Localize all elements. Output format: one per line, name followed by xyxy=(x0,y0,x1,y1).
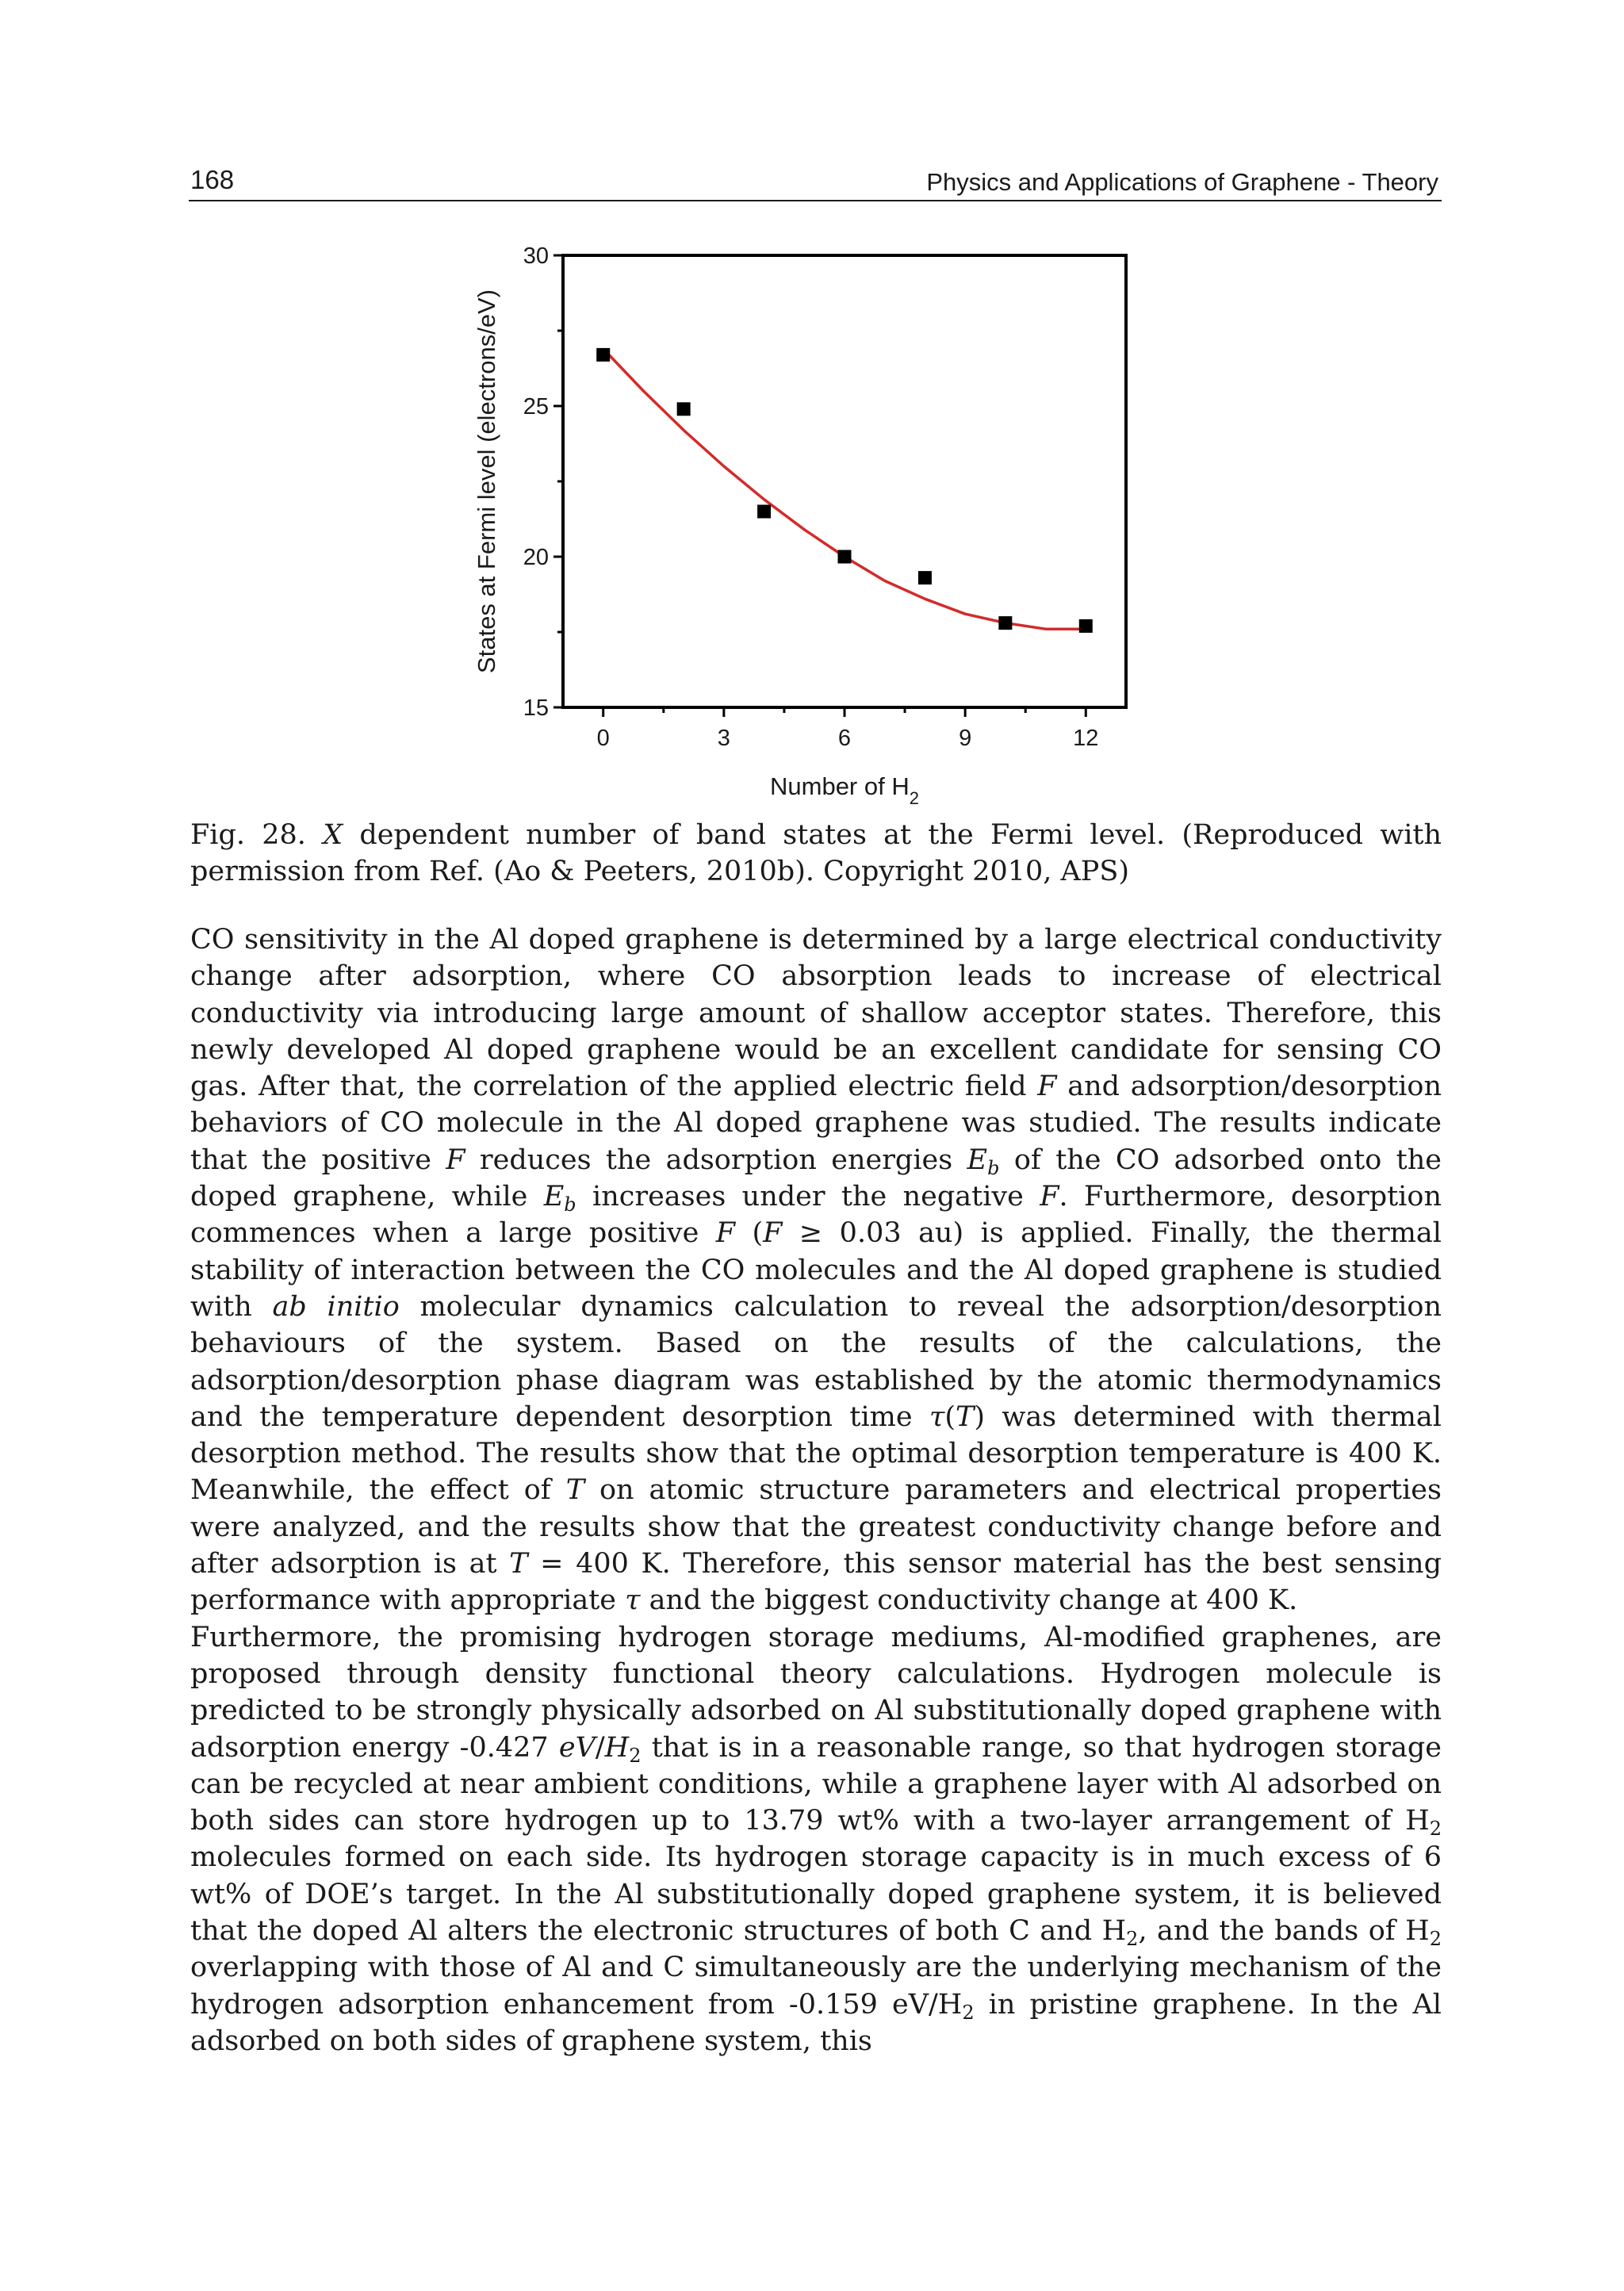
data-point xyxy=(838,550,852,564)
text-run: ( xyxy=(944,1400,956,1433)
data-point xyxy=(677,402,691,416)
text-run: ) was determined with thermal desorption method. The results show that the optimal desorption temperature is 400 K. Meanwhile, the effect of xyxy=(190,1400,1442,1507)
text-run: τ xyxy=(929,1400,945,1433)
x-tick-label: 12 xyxy=(1073,726,1099,751)
running-title: Physics and Applications of Graphene - Theory xyxy=(926,168,1438,196)
text-run: 2 xyxy=(1126,1928,1139,1951)
data-point xyxy=(596,348,610,362)
x-axis-label-text: Number of H xyxy=(770,772,910,800)
figure-caption xyxy=(190,817,1442,890)
x-axis-label xyxy=(770,772,919,808)
text-run: , and the bands of H xyxy=(1138,1915,1430,1948)
plot-frame xyxy=(563,255,1126,707)
text-run: T xyxy=(955,1400,975,1433)
text-run: . Furthermore, desorption commences when a large positive xyxy=(190,1181,1442,1250)
text-run: that is in a reasonable range, so that hydrogen storage can be recycled at near ambient conditions, while a graphene layer with Al adsorbed on both sides can store hydrogen up to 13.79 wt% with a two-layer arrangement of H xyxy=(190,1731,1442,1837)
text-run: 2 xyxy=(1429,1818,1442,1841)
text-run: F xyxy=(715,1217,736,1250)
text-run: 2 xyxy=(629,1744,642,1767)
text-run: reduces the adsorption energies xyxy=(465,1144,967,1176)
fit-curve xyxy=(603,349,1086,629)
paragraph xyxy=(190,921,1442,1619)
figure-28-chart xyxy=(468,230,1197,809)
text-run: increases under the negative xyxy=(576,1181,1040,1213)
text-run: b xyxy=(564,1193,576,1216)
text-run: and the biggest conductivity change at 400 K. xyxy=(640,1584,1298,1617)
text-run: CO sensitivity in the Al doped graphene is determined by a large electrical conductivity change after adsorption, where CO absorption leads to increase of electrical conductivity via introducing large amount of shallow acceptor states. Therefore, this newly developed Al doped graphene would be an excellent candidate for sensing CO gas. After that, the correlation of the applied electric field xyxy=(190,924,1442,1103)
text-run: H xyxy=(604,1731,630,1764)
x-tick-label: 0 xyxy=(596,726,610,751)
text-run: = 400 K. Therefore, this sensor material has the best sensing performance with appropriate xyxy=(190,1548,1442,1617)
caption-label: Fig. 28. xyxy=(190,819,306,851)
data-point xyxy=(998,616,1012,630)
text-run: on atomic structure parameters and electrical properties were analyzed, and the results show that the greatest conductivity change before and after adsorption is at xyxy=(190,1474,1442,1580)
y-tick-label: 15 xyxy=(523,695,549,721)
text-run: eV xyxy=(558,1731,596,1764)
page-header xyxy=(189,165,1442,201)
text-run: in pristine graphene. In the Al adsorbed on both sides of graphene system, this xyxy=(190,1988,1442,2057)
point-layer xyxy=(596,348,1093,633)
text-run: 2 xyxy=(962,2001,975,2024)
text-run: b xyxy=(987,1156,1000,1179)
fit-layer xyxy=(603,349,1086,629)
data-point xyxy=(757,505,771,519)
page-number: 168 xyxy=(190,165,235,194)
text-run: / xyxy=(595,1731,605,1764)
text-run: τ xyxy=(625,1584,641,1617)
text-run: ab initio xyxy=(272,1290,400,1323)
text-run: F xyxy=(763,1217,783,1250)
text-run: molecular dynamics calculation to reveal the adsorption/desorption behaviours of the system. Based on the results of the calculations, the adsorption/desorption phase diagram was established by the atomic thermodynamics and the temperature dependent desorption time xyxy=(190,1290,1442,1433)
body-text xyxy=(190,921,1442,2059)
data-point xyxy=(918,571,932,584)
text-run: overlapping with those of Al and C simultaneously are the underlying mechanism of the hydrogen adsorption enhancement from -0.159 eV/H xyxy=(190,1952,1442,2021)
x-axis-label-sub: 2 xyxy=(909,788,919,808)
axes-layer xyxy=(523,243,1099,751)
y-tick-label: 20 xyxy=(523,545,549,570)
y-axis-label: States at Fermi level (electrons/eV) xyxy=(473,289,500,674)
text-run: Furthermore, the promising hydrogen storage mediums, Al-modified graphenes, are proposed through density functional theory calculations. Hydrogen molecule is predicted to be strongly physically adsorbed on Al substitutionally doped graphene with adsorption energy -0.427 xyxy=(190,1621,1442,1764)
x-tick-label: 9 xyxy=(959,726,972,751)
caption-text: dependent number of band states at the Fermi level. (Reproduced with permission from Ref. (Ao & Peeters, 2010b). Copyright 2010, APS) xyxy=(190,819,1442,887)
y-tick-label: 25 xyxy=(523,394,549,420)
text-run: T xyxy=(509,1548,528,1580)
text-run: ≥ 0.03 au) is applied. Finally, the thermal stability of interaction between the CO molecules and the Al doped graphene is studied with xyxy=(190,1217,1442,1323)
text-run: E xyxy=(543,1181,565,1213)
caption-variable: X xyxy=(323,819,343,851)
data-point xyxy=(1079,619,1093,633)
x-tick-label: 3 xyxy=(717,726,730,751)
text-run: F xyxy=(1037,1071,1057,1103)
x-tick-label: 6 xyxy=(837,726,852,751)
text-run: molecules formed on each side. Its hydrogen storage capacity is in much excess of 6 wt% of DOE’s target. In the Al substitutionally doped graphene system, it is believed that the doped Al alters the electronic structures of both C and H xyxy=(190,1841,1442,1948)
text-run: F xyxy=(446,1144,465,1176)
text-run: 2 xyxy=(1429,1928,1442,1951)
text-run: and adsorption/desorption behaviors of CO molecule in the Al doped graphene was studied. The results indicate that the positive xyxy=(190,1071,1442,1176)
paragraph xyxy=(190,1619,1442,2060)
text-run: ( xyxy=(735,1217,764,1250)
text-run: E xyxy=(967,1144,988,1176)
text-run: T xyxy=(565,1474,585,1507)
text-run: of the CO adsorbed onto the doped graphene, while xyxy=(190,1144,1442,1213)
y-tick-label: 30 xyxy=(523,243,549,269)
text-run: F xyxy=(1040,1181,1059,1213)
